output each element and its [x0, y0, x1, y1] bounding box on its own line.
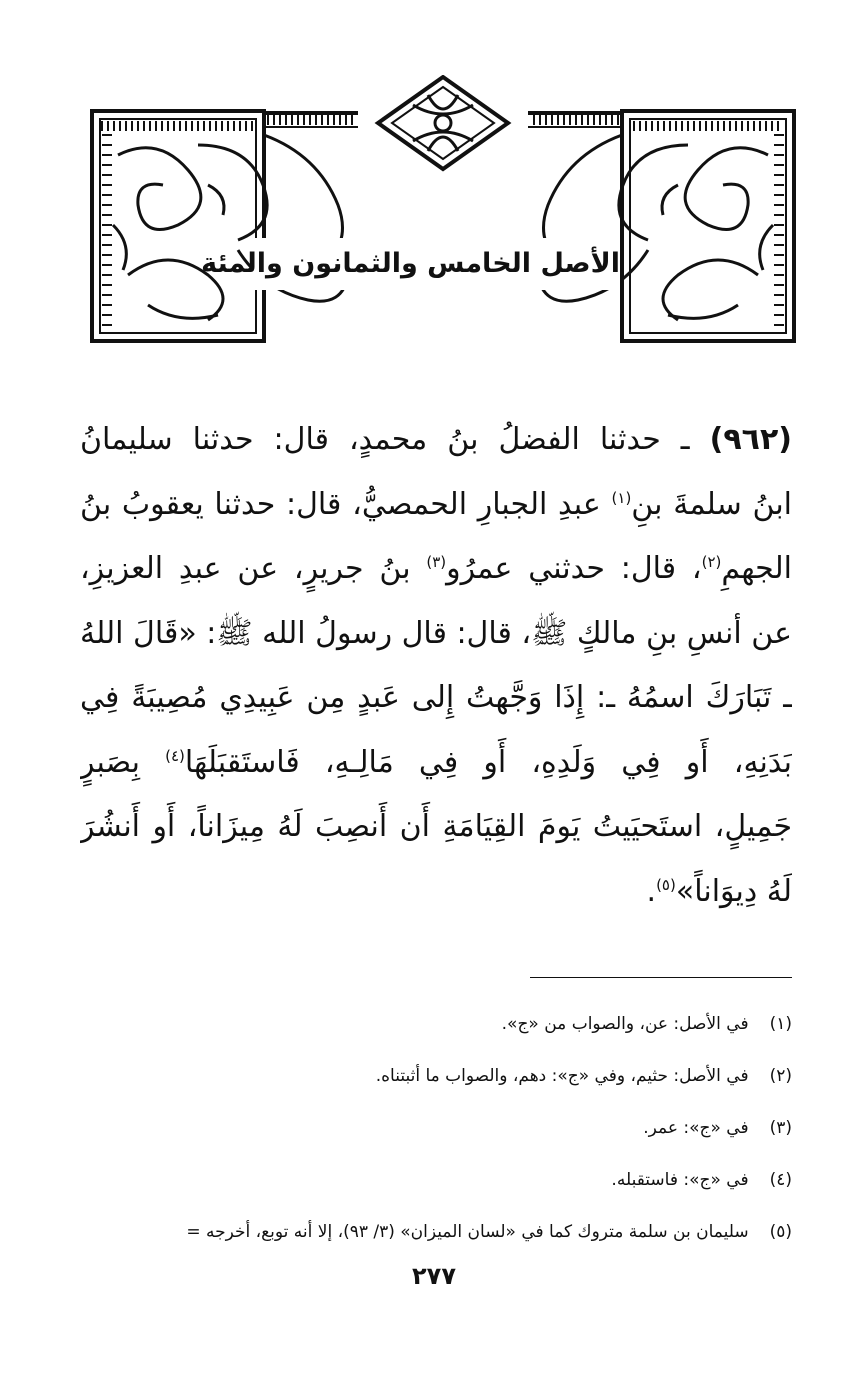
footnote — [80, 998, 792, 1050]
footnote-marker[interactable]: (٣) — [426, 553, 447, 571]
footnote-marker[interactable]: (٤) — [165, 746, 185, 765]
footnote — [80, 1102, 792, 1154]
footnotes — [80, 998, 792, 1258]
footnote-number: (٢) — [769, 1066, 792, 1086]
body-line — [80, 408, 792, 473]
footnote — [80, 1206, 792, 1258]
page-number: ٢٧٧ — [412, 1262, 456, 1290]
footnote-number: (١) — [769, 1014, 792, 1034]
body-text: عبدِ الجبارِ الحمصيُّ، قال: حدثنا يعقوبُ بنُ — [80, 486, 612, 522]
body-line — [80, 731, 792, 796]
body-line — [80, 860, 792, 925]
footnote-marker[interactable]: (١) — [611, 488, 632, 507]
body-line: ـ تَبَارَكَ اسمُهُ ـ: إِذَا وَجَّهتُ إِلى عَبدٍ مِن عَبِيدِي مُصِيبَةً فِي — [80, 680, 792, 715]
body-line — [80, 473, 792, 538]
hadith-body — [80, 408, 792, 924]
footnote-separator — [530, 977, 792, 978]
footnote — [80, 1050, 792, 1102]
body-text: الجهمِ — [721, 551, 792, 586]
footnote-text: في الأصل: حثيم، وفي «ج»: دهم، والصواب ما أثبتناه. — [375, 1066, 749, 1086]
body-line: عن أنسِ بنِ مالكٍ ﷺ، قال: قال رسولُ الله ﷺ: «قَالَ اللهُ — [80, 615, 792, 651]
footnote-text: في الأصل: عن، والصواب من «ج». — [501, 1014, 749, 1034]
body-text: . — [646, 873, 657, 909]
body-line — [80, 537, 792, 602]
body-text: ، قال: حدثني عمرُو — [446, 551, 702, 586]
body-text: بنُ جريرٍ، عن عبدِ العزيزِ، — [80, 551, 427, 586]
chapter-heading: الأصل الخامس والثمانون والمئة — [250, 238, 620, 290]
footnote-text: في «ج»: فاستقبله. — [611, 1170, 749, 1190]
body-text: بَدَنِهِ، أَو فِي وَلَدِهِ، أَو فِي مَالِـهِ، فَاستَقبَلَهَا — [184, 744, 792, 780]
footnote-text: في «ج»: عمر. — [643, 1118, 749, 1138]
ornamental-header-frame — [88, 75, 798, 350]
footnote-number: (٥) — [769, 1222, 792, 1242]
footnote-number: (٣) — [769, 1118, 792, 1138]
footnote — [80, 1154, 792, 1206]
footnote-number: (٤) — [769, 1170, 792, 1190]
hadith-number: (٩٦٢) — [709, 422, 792, 457]
footnote-text: سليمان بن سلمة متروك كما في «لسان الميزان» (٣/ ٩٣)، إلا أنه توبع، أخرجه = — [186, 1222, 749, 1242]
footnote-marker[interactable]: (٢) — [701, 553, 722, 571]
body-text: ابنُ سلمةَ بنِ — [631, 486, 792, 522]
body-text: ـ حدثنا الفضلُ بنُ محمدٍ، قال: حدثنا سليمانُ — [80, 422, 710, 457]
body-line: جَمِيلٍ، استَحيَيتُ يَومَ القِيَامَةِ أَن أَنصِبَ لَهُ مِيزَاناً، أَو أَنشُرَ — [80, 809, 792, 844]
body-text: بِصَبرٍ — [80, 744, 166, 780]
body-text: لَهُ دِيوَاناً» — [675, 873, 792, 909]
footnote-marker[interactable]: (٥) — [656, 875, 676, 894]
